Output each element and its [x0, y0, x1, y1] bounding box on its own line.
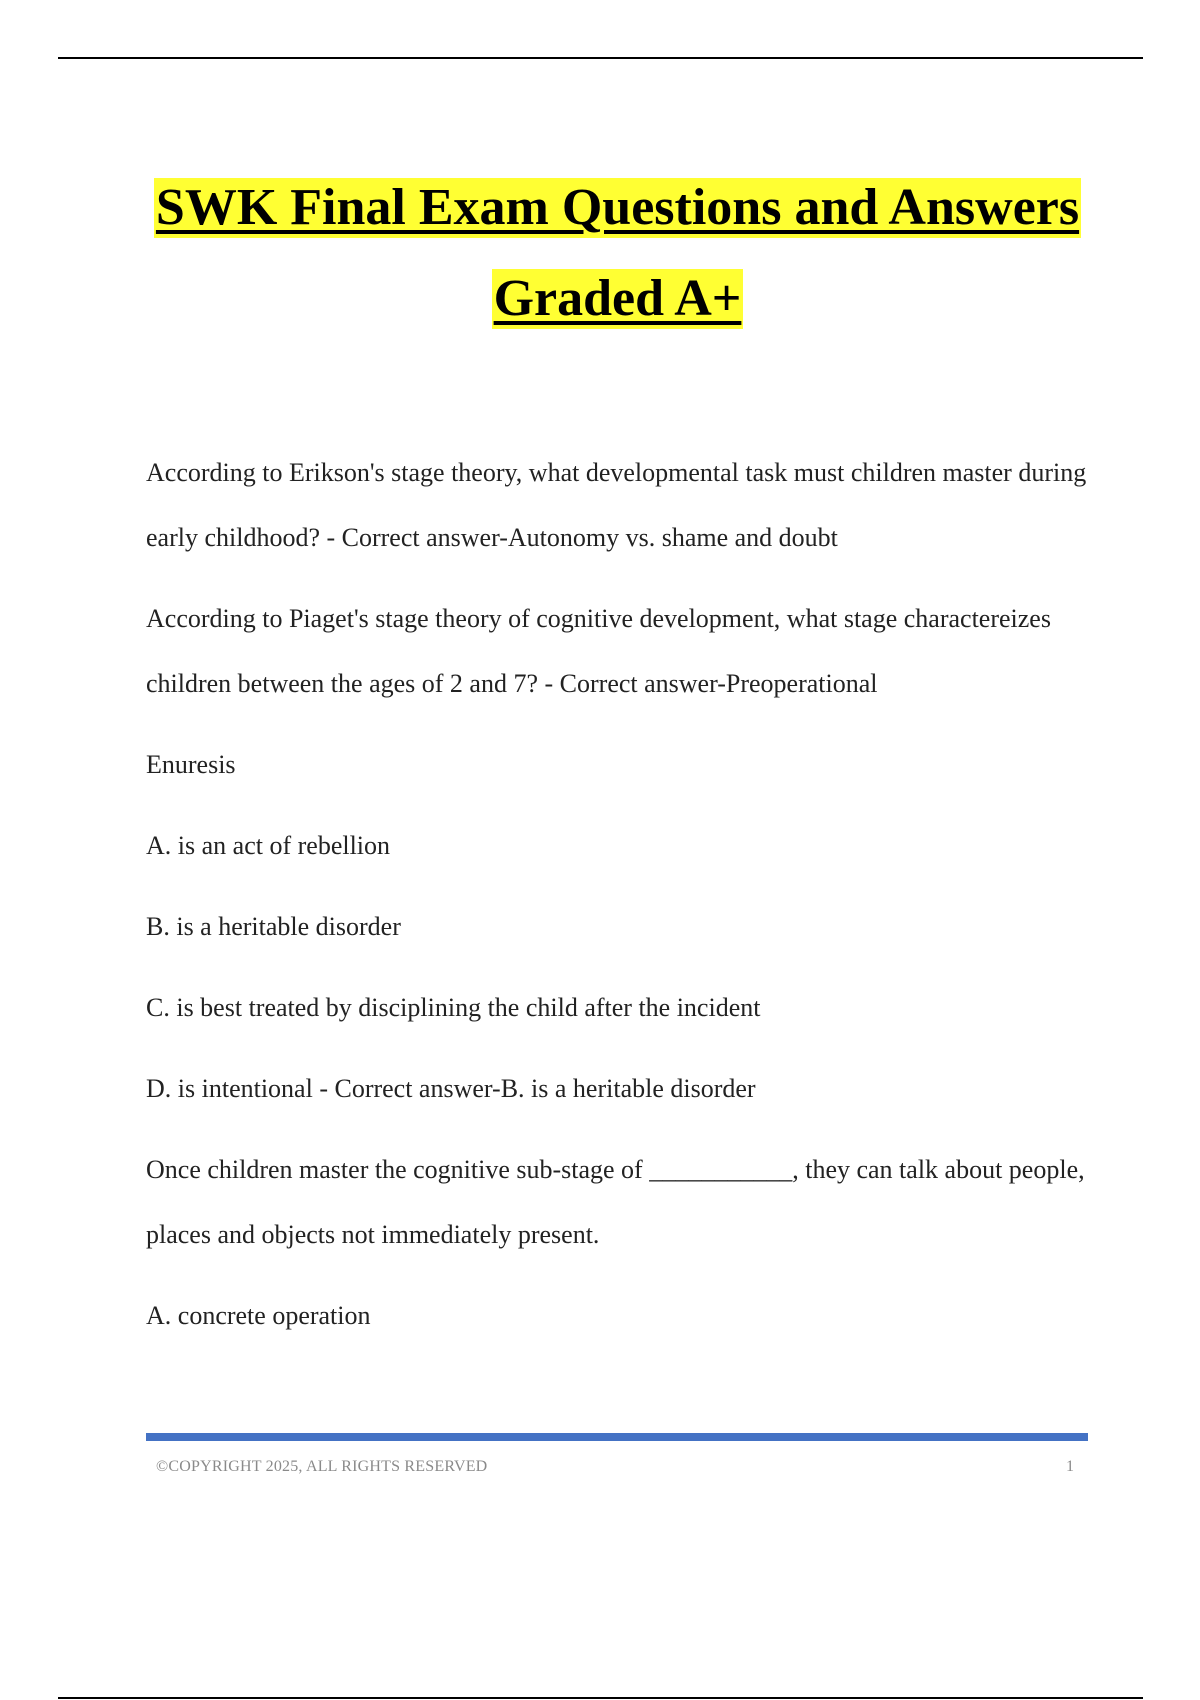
- question-enuresis: Enuresis: [146, 750, 236, 779]
- page-number: 1: [1066, 1458, 1074, 1475]
- question-erikson: According to Erikson's stage theory, what developmental task must children master during early childhood? - Correct answer-Autonomy vs. shame and doubt: [146, 458, 1087, 552]
- title-line-2: Graded A+: [493, 270, 742, 327]
- bottom-rule: [58, 1697, 1143, 1699]
- footer-divider: [146, 1433, 1088, 1441]
- document-title: [0, 178, 1200, 329]
- question-piaget: According to Piaget's stage theory of cognitive development, what stage charactereizes children between the ages of 2 and 7? - Correct answer-Preoperational: [146, 604, 1051, 698]
- option-c: C. is best treated by disciplining the child after the incident: [146, 993, 761, 1022]
- option-a: A. is an act of rebellion: [146, 831, 391, 860]
- option-b: B. is a heritable disorder: [146, 912, 401, 941]
- question-substage: Once children master the cognitive sub-stage of ___________, they can talk about people, places and objects not immediately present.: [146, 1155, 1085, 1249]
- document-body: [146, 440, 1096, 1364]
- title-line-1: SWK Final Exam Questions and Answers: [155, 179, 1080, 236]
- footer-copyright: ©COPYRIGHT 2025, ALL RIGHTS RESERVED: [156, 1458, 488, 1475]
- top-rule: [58, 57, 1143, 59]
- option-d-answer: D. is intentional - Correct answer-B. is a heritable disorder: [146, 1074, 756, 1103]
- option-a-concrete: A. concrete operation: [146, 1301, 371, 1330]
